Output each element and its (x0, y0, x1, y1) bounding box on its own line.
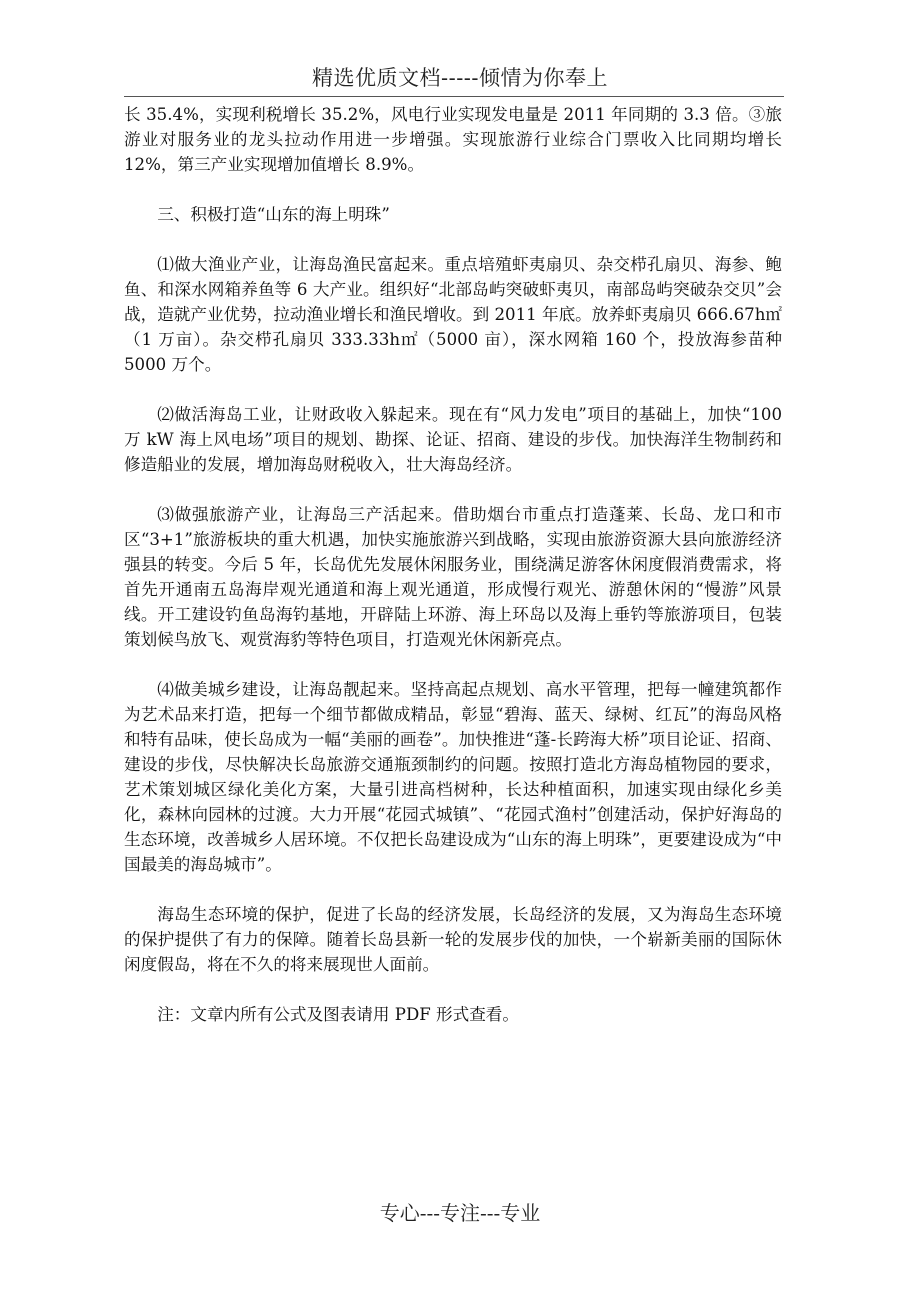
paragraph-fishery: ⑴做大渔业产业，让海岛渔民富起来。重点培殖虾夷扇贝、杂交栉孔扇贝、海参、鲍鱼、和深水网箱养鱼等 6 大产业。组织好“北部岛屿突破虾夷贝，南部岛屿突破杂交贝”会战，造就产业优势，拉动渔业增长和渔民增收。到 2011 年底。放养虾夷扇贝 666.67h㎡（1 万亩）。杂交栉孔扇贝 333.33h㎡（5000 亩），深水网箱 160 个，投放海参苗种 5000 万个。 (124, 255, 782, 374)
paragraph-industry: ⑵做活海岛工业，让财政收入躲起来。现在有“风力发电”项目的基础上，加快“100 万 kW 海上风电场”项目的规划、勘探、论证、招商、建设的步伐。加快海洋生物制药和修造船业的发展，增加海岛财税收入，壮大海岛经济。 (124, 405, 782, 474)
paragraph-note: 注：文章内所有公式及图表请用 PDF 形式查看。 (157, 1005, 519, 1024)
page-header-title: 精选优质文档-----倾情为你奉上 (312, 66, 608, 90)
page-footer: 专心---专注---专业 (379, 1201, 541, 1225)
paragraph-continuation: 长 35.4%，实现利税增长 35.2%，风电行业实现发电量是 2011 年同期的 3.3 倍。③旅游业对服务业的龙头拉动作用进一步增强。实现旅游行业综合门票收入比同期均增长 12%，第三产业实现增加值增长 8.9%。 (124, 105, 782, 174)
paragraph-urban: ⑷做美城乡建设，让海岛靓起来。坚持高起点规划、高水平管理，把每一幢建筑都作为艺术品来打造，把每一个细节都做成精品，彰显“碧海、蓝天、绿树、红瓦”的海岛风格和特有品味，使长岛成为一幅“美丽的画卷”。加快推进“蓬-长跨海大桥”项目论证、招商、建设的步伐，尽快解决长岛旅游交通瓶颈制约的问题。按照打造北方海岛植物园的要求，艺术策划城区绿化美化方案，大量引进高档树种，长达种植面积，加速实现由绿化乡美化，森林向园林的过渡。大力开展“花园式城镇”、“花园式渔村”创建活动，保护好海岛的生态环境，改善城乡人居环境。不仅把长岛建设成为“山东的海上明珠”，更要建设成为“中国最美的海岛城市”。 (124, 680, 782, 874)
header-divider (124, 96, 784, 97)
paragraph-tourism: ⑶做强旅游产业，让海岛三产活起来。借助烟台市重点打造蓬莱、长岛、龙口和市区“3+1”旅游板块的重大机遇，加快实施旅游兴到战略，实现由旅游资源大县向旅游经济强县的转变。今后 5 年，长岛优先发展休闲服务业，围绕满足游客休闲度假消费需求，将首先开通南五岛海岸观光通道和海上观光通道，形成慢行观光、游憩休闲的“慢游”风景线。开工建设钓鱼岛海钓基地，开辟陆上环游、海上环岛以及海上垂钓等旅游项目，包装策划候鸟放飞、观赏海豹等特色项目，打造观光休闲新亮点。 (124, 505, 782, 649)
document-body (124, 102, 782, 1027)
paragraph-conclusion: 海岛生态环境的保护，促进了长岛的经济发展，长岛经济的发展，又为海岛生态环境的保护提供了有力的保障。随着长岛县新一轮的发展步伐的加快，一个崭新美丽的国际休闲度假岛，将在不久的将来展现世人面前。 (124, 905, 782, 974)
section-heading: 三、积极打造“山东的海上明珠” (157, 205, 390, 224)
